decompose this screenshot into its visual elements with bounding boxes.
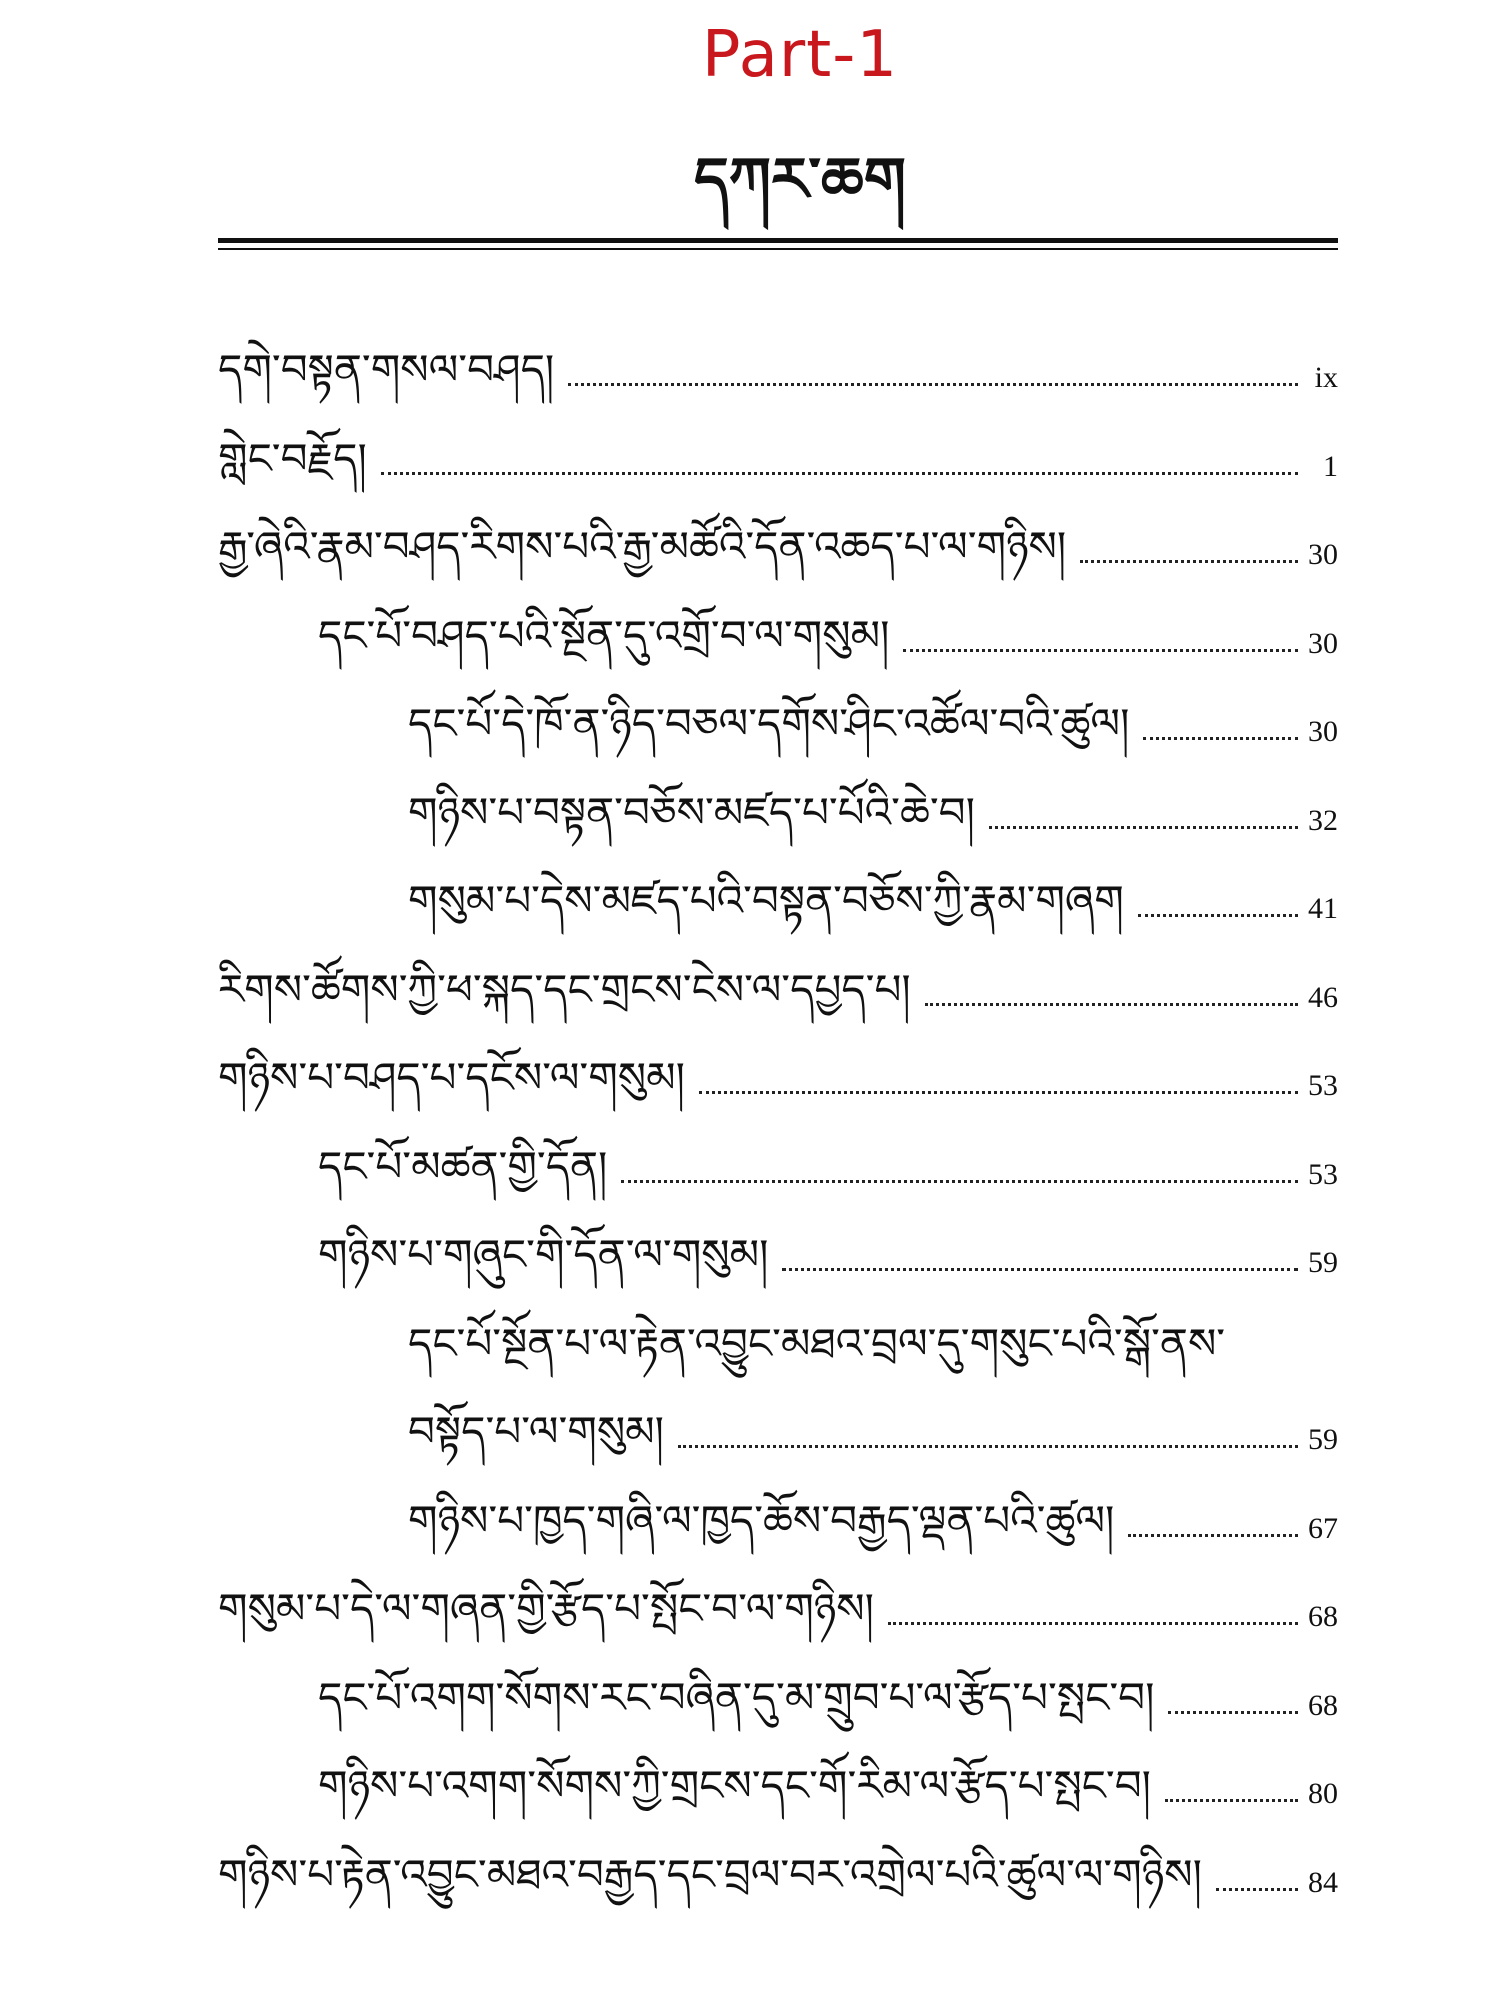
- toc-entry-title: གསུམ་པ་དེས་མཛད་པའི་བསྟན་བཅོས་ཀྱི་རྣམ་གཞག: [408, 876, 1124, 925]
- toc-title: དཀར་ཆག: [694, 145, 906, 215]
- toc-entry: [218, 429, 1338, 489]
- toc-page-number: 53: [1308, 1157, 1338, 1191]
- toc-page-number: 30: [1308, 626, 1338, 660]
- toc-dot-leader: [381, 472, 1298, 475]
- toc-dot-leader: [1168, 1711, 1298, 1714]
- toc-dot-leader: [782, 1268, 1298, 1271]
- toc-page-number: 84: [1308, 1865, 1338, 1899]
- toc-page-number: 80: [1308, 1777, 1338, 1810]
- toc-page-number: 30: [1308, 715, 1338, 748]
- toc-dot-leader: [678, 1445, 1298, 1448]
- toc-page-number: 68: [1308, 1600, 1338, 1633]
- toc-page-number: 46: [1308, 980, 1338, 1014]
- toc-entry: [408, 1491, 1338, 1551]
- toc-dot-leader: [1138, 914, 1298, 917]
- toc-entry: [408, 1402, 1338, 1462]
- toc-dot-leader: [1143, 737, 1298, 740]
- part-label: Part-1: [701, 18, 899, 92]
- toc-entry-title: གླེང་བརྗོད།: [218, 433, 367, 483]
- toc-page-number: 59: [1308, 1246, 1338, 1279]
- toc-entry: [408, 1314, 1338, 1374]
- toc-entry: [408, 871, 1338, 931]
- toc-page-number: 30: [1308, 538, 1338, 571]
- toc-page-number: 32: [1308, 803, 1338, 837]
- toc-page-number: ix: [1314, 361, 1338, 394]
- toc-dot-leader: [568, 383, 1298, 386]
- toc-page-number: 1: [1323, 449, 1338, 483]
- toc-dot-leader: [888, 1622, 1298, 1625]
- toc-entry: [218, 1048, 1338, 1108]
- toc-dot-leader: [1216, 1888, 1298, 1891]
- toc-entry: [408, 694, 1338, 754]
- toc-entry-title: རྒྱ་ཞེའི་རྣམ་བཤད་རིགས་པའི་རྒྱ་མཚོའི་དོན་འཆད་པ་ལ་གཉིས།: [218, 522, 1067, 571]
- toc-page-number: 59: [1308, 1423, 1338, 1456]
- toc-entry: [218, 1845, 1338, 1905]
- toc-entry: [318, 1225, 1338, 1285]
- toc-page-number: 41: [1308, 892, 1338, 925]
- toc-entry-title: བསྟོད་པ་ལ་གསུམ།: [408, 1407, 664, 1456]
- toc-entry: [318, 1756, 1338, 1816]
- toc-dot-leader: [1080, 560, 1298, 563]
- toc-entry: [218, 517, 1338, 577]
- toc-entry-title: དགེ་བསྟན་གསལ་བཤད།: [218, 345, 555, 394]
- toc-page-number: 68: [1308, 1688, 1338, 1722]
- toc-dot-leader: [1128, 1534, 1298, 1537]
- toc-entry-title: དང་པོ་བཤད་པའི་སྔོན་དུ་འགྲོ་བ་ལ་གསུམ།: [318, 610, 890, 660]
- toc-entry-title: དང་པོ་འགག་སོགས་རང་བཞིན་དུ་མ་གྲུབ་པ་ལ་རྩོད་པ་སྤང་བ།: [318, 1672, 1155, 1722]
- toc-entry: [318, 1137, 1338, 1197]
- toc-dot-leader: [699, 1091, 1298, 1094]
- toc-entry: [218, 960, 1338, 1020]
- toc-entry-title: དང་པོ་མཚན་གྱི་དོན།: [318, 1141, 608, 1191]
- toc-dot-leader: [1165, 1799, 1298, 1802]
- toc-dot-leader: [989, 826, 1298, 829]
- toc-entry: [408, 783, 1338, 843]
- toc-entry-title: གསུམ་པ་དེ་ལ་གཞན་གྱི་རྩོད་པ་སྤོང་བ་ལ་གཉིས།: [218, 1584, 874, 1633]
- toc-entry-title: གཉིས་པ་རྟེན་འབྱུང་མཐའ་བརྒྱད་དང་བྲལ་བར་འགྲེལ་པའི་ཚུལ་ལ་གཉིས།: [218, 1849, 1202, 1899]
- toc-dot-leader: [621, 1180, 1298, 1183]
- toc-entry-title: གཉིས་པ་ཁྱད་གཞི་ལ་ཁྱད་ཆོས་བརྒྱད་ལྡན་པའི་ཚུལ།: [408, 1495, 1115, 1545]
- toc-entry-title: དང་པོ་དེ་ཁོ་ན་ཉིད་བཅལ་དགོས་ཤིང་འཚོལ་བའི་ཚུལ།: [408, 699, 1130, 748]
- toc-entry-title: གཉིས་པ་འགག་སོགས་ཀྱི་གྲངས་དང་གོ་རིམ་ལ་རྩོད་པ་སྤང་བ།: [318, 1761, 1151, 1810]
- toc-dot-leader: [925, 1003, 1298, 1006]
- toc-entry: [318, 1668, 1338, 1728]
- toc-page-number: 53: [1308, 1069, 1338, 1102]
- toc-entry: [218, 340, 1338, 400]
- toc-entry-title: གཉིས་པ་གཞུང་གི་དོན་ལ་གསུམ།: [318, 1230, 769, 1279]
- toc-entry-title: རིགས་ཚོགས་ཀྱི་ཕ་སྐད་དང་གྲངས་ངེས་ལ་དཔྱད་པ།: [218, 964, 911, 1014]
- toc-page-number: 67: [1308, 1511, 1338, 1545]
- toc-entry-title: གཉིས་པ་བསྟན་བཅོས་མཛད་པ་པོའི་ཆེ་བ།: [408, 787, 975, 837]
- toc-entry-title: དང་པོ་སྔོན་པ་ལ་རྟེན་འབྱུང་མཐའ་བྲལ་དུ་གསུང་པའི་སྒོ་ནས་: [408, 1318, 1226, 1368]
- toc-entry: [318, 606, 1338, 666]
- toc-entry-title: གཉིས་པ་བཤད་པ་དངོས་ལ་གསུམ།: [218, 1053, 685, 1102]
- toc-entry: [218, 1579, 1338, 1639]
- toc-dot-leader: [903, 649, 1298, 652]
